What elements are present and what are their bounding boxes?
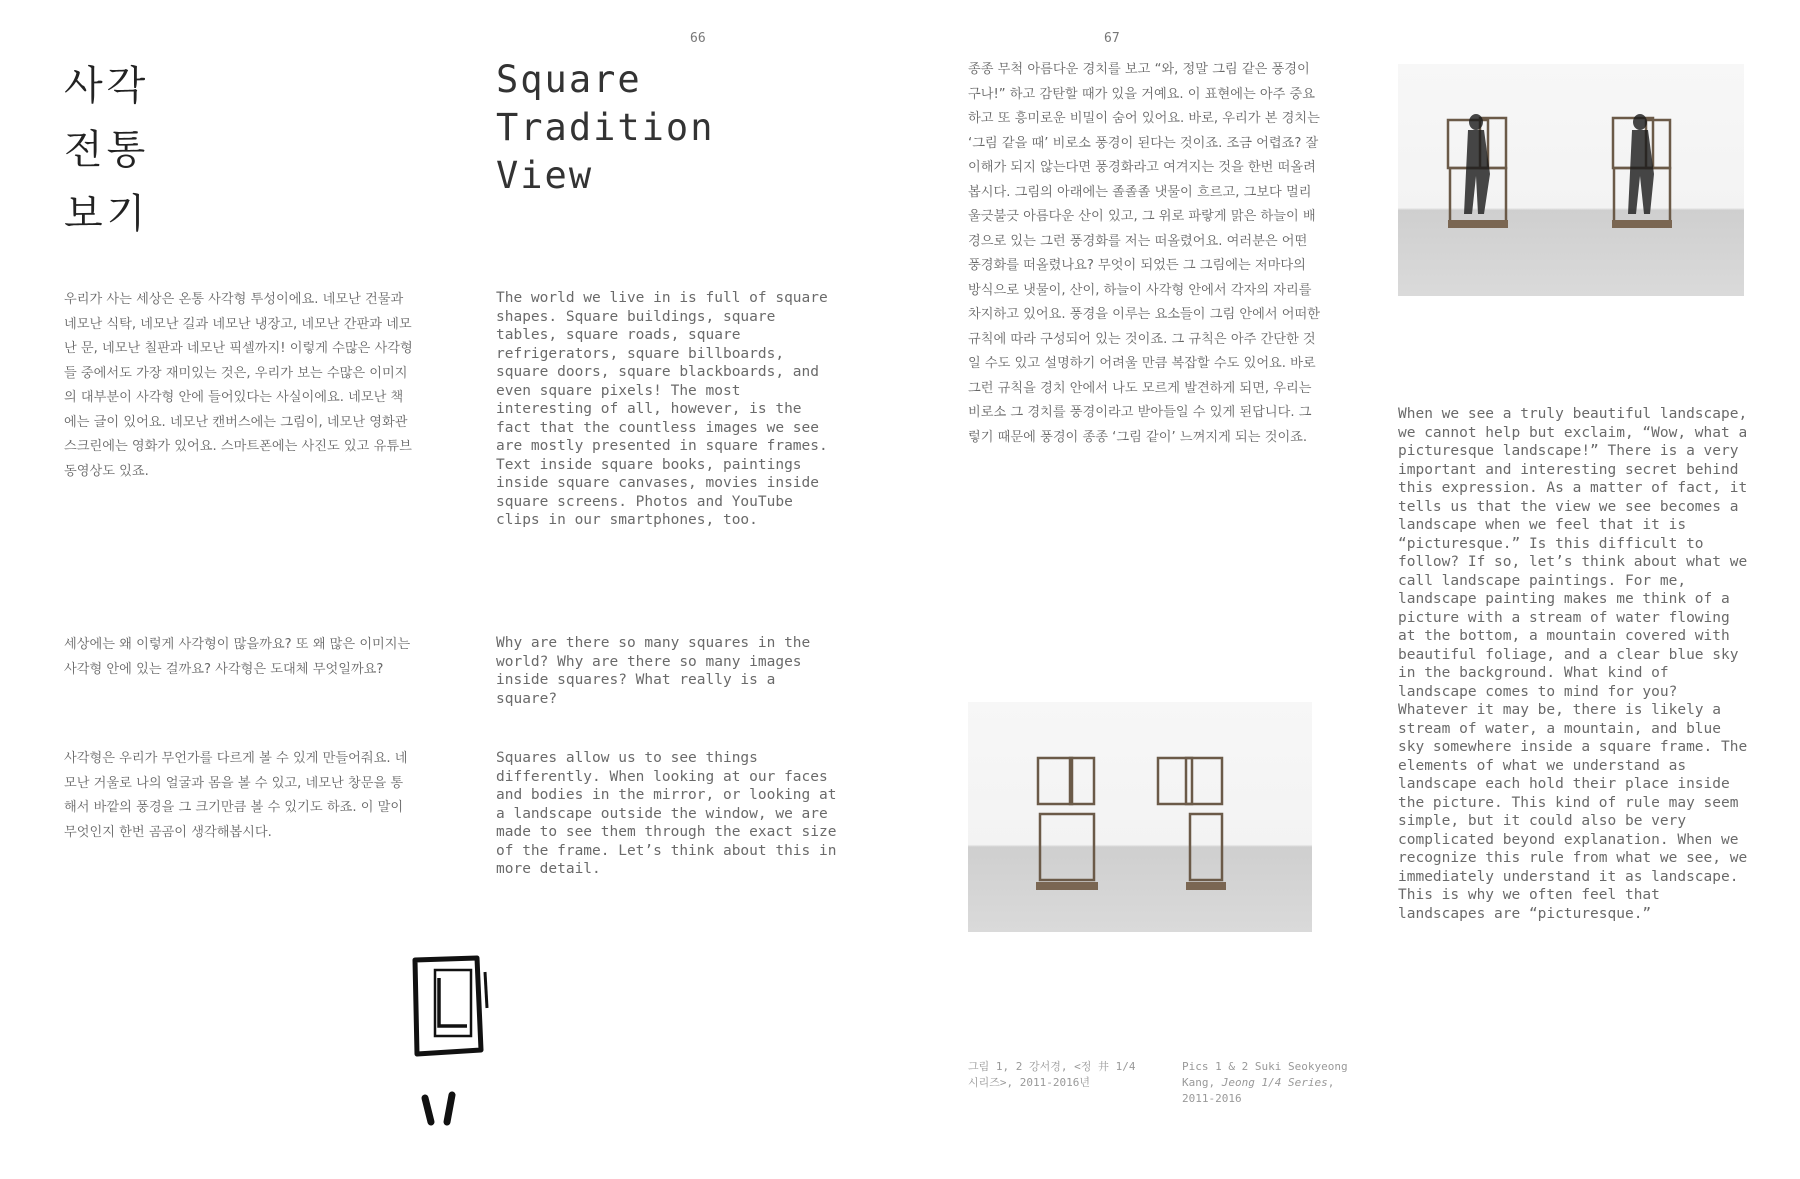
caption-english-prefix: Kang, (1182, 1076, 1222, 1089)
caption-english-suffix: , (1327, 1076, 1335, 1089)
caption-english-line: 2011-2016 (1182, 1092, 1242, 1105)
korean-title-line: 사각 (64, 63, 150, 109)
english-paragraph-3: Squares allow us to see things differently. When looking at our faces and bodies in the mirror, or looking at a landscape outside the window, we are made to see them through the exact size of the frame. Let’s think about this in more detail. (496, 750, 837, 877)
right-english-paragraph: When we see a truly beautiful landscape, we cannot help but exclaim, “Wow, what a picturesque landscape!” There is a very important and interesting secret behind this expression. As a matter of fact, it tells us that the view we see becomes a landscape when we feel that it is “picturesque.” Is this difficult to follow? If so, let’s think about what we call landscape paintings. For me, landscape painting makes me think of a picture with a stream of water flowing at the bottom, a mountain covered with beautiful foliage, and a clear blue sky in the background. What kind of landscape comes to mind for you? Whatever it may be, there is likely a stream of water, a mountain, and blue sky somewhere inside a square frame. The elements of what we understand as landscape each hold their place inside the picture. This kind of rule may seem simple, but it could also be very complicated beyond explanation. When we recognize this rule from what we see, we immediately understand it as landscape. This is why we often feel that landscapes are “picturesque.” (1398, 406, 1748, 922)
page-number-left: 66 (690, 31, 706, 46)
installation-photo-2 (968, 702, 1312, 932)
english-title-line: Square (496, 58, 642, 101)
korean-paragraph-1: 우리가 사는 세상은 온통 사각형 투성이에요. 네모난 건물과 네모난 식탁, 네모난 길과 네모난 냉장고, 네모난 간판과 네모난 문, 네모난 칠판과 네모난 픽셀까지! 이렇게 수많은 사각형들 중에서도 가장 재미있는 것은, 우리가 보는 수많은 이미지의 대부분이 사각형 안에 들어있다는 사실이에요. 네모난 책에는 글이 있어요. 네모난 캔버스에는 그림이, 네모난 영화관 스크린에는 영화가 있어요. 스마트폰에는 사진도 있고 유튜브 동영상도 있죠. (64, 292, 413, 479)
right-korean-paragraph: 종종 무척 아름다운 경치를 보고 “와, 정말 그림 같은 풍경이구나!” 하고 감탄할 때가 있을 거예요. 이 표현에는 아주 중요하고 또 흥미로운 비밀이 숨어 있어요. 바로, 우리가 본 경치는 ‘그림 같을 때’ 비로소 풍경이 된다는 것이죠. 조금 어렵죠? 잘 이해가 되지 않는다면 풍경화라고 여겨지는 것을 한번 떠올려 봅시다. 그림의 아래에는 졸졸졸 냇물이 흐르고, 그보다 멀리 울긋불긋 아름다운 산이 있고, 그 위로 파랗게 맑은 하늘이 배경으로 있는 그런 풍경화를 저는 떠올렸어요. 여러분은 어떤 풍경화를 떠올렸나요? 무엇이 되었든 그 그림에는 저마다의 방식으로 냇물이, 산이, 하늘이 사각형 안에서 각자의 자리를 차지하고 있어요. 풍경을 이루는 요소들이 그림 안에서 어떠한 규칙에 따라 구성되어 있는 것이죠. 그 규칙은 아주 간단한 것일 수도 있고 설명하기 어려울 만큼 복잡할 수도 있어요. 바로 그런 규칙을 경치 안에서 나도 모르게 발견하게 되면, 우리는 비로소 그 경치를 풍경이라고 받아들일 수 있게 된답니다. 그렇기 때문에 풍경이 종종 ‘그림 같이’ 느껴지게 되는 것이죠. (968, 62, 1321, 445)
caption-korean (968, 1059, 1158, 1091)
caption-english-italic: Jeong 1/4 Series (1221, 1076, 1328, 1089)
framed-person-doodle-icon (405, 950, 500, 1130)
korean-title-line: 전통 (64, 127, 150, 173)
caption-english-line: Pics 1 & 2 Suki Seokyeong (1182, 1060, 1348, 1073)
caption-english (1182, 1059, 1382, 1107)
english-paragraph-2: Why are there so many squares in the world? Why are there so many images inside squares? What really is a square? (496, 635, 811, 707)
korean-title-line: 보기 (64, 191, 150, 237)
installation-photo-1 (1398, 64, 1744, 296)
english-title (496, 56, 714, 200)
korean-title (64, 54, 149, 246)
english-title-line: Tradition (496, 106, 715, 149)
english-title-line: View (496, 154, 594, 197)
caption-korean-line: 시리즈>, 2011-2016년 (968, 1076, 1090, 1089)
caption-english-line (1182, 1075, 1382, 1091)
caption-korean-line: 그림 1, 2 강서경, <정 井 1/4 (968, 1060, 1136, 1073)
korean-paragraph-2: 세상에는 왜 이렇게 사각형이 많을까요? 또 왜 많은 이미지는 사각형 안에 있는 걸까요? 사각형은 도대체 무엇일까요? (64, 637, 411, 677)
korean-paragraph-3: 사각형은 우리가 무언가를 다르게 볼 수 있게 만들어줘요. 네모난 거울로 나의 얼굴과 몸을 볼 수 있고, 네모난 창문을 통해서 바깥의 풍경을 그 크기만큼 볼 수 있기도 하죠. 이 말이 무엇인지 한번 곰곰이 생각해봅시다. (64, 751, 408, 840)
page-number-right: 67 (1104, 31, 1120, 46)
english-paragraph-1: The world we live in is full of square shapes. Square buildings, square tables, square roads, square refrigerators, square billboards, square doors, square blackboards, and even square pixels! The most interesting of all, however, is the fact that the countless images we see are mostly presented in square frames. Text inside square books, paintings inside square canvases, movies inside square screens. Photos and YouTube clips in our smartphones, too. (496, 290, 828, 528)
